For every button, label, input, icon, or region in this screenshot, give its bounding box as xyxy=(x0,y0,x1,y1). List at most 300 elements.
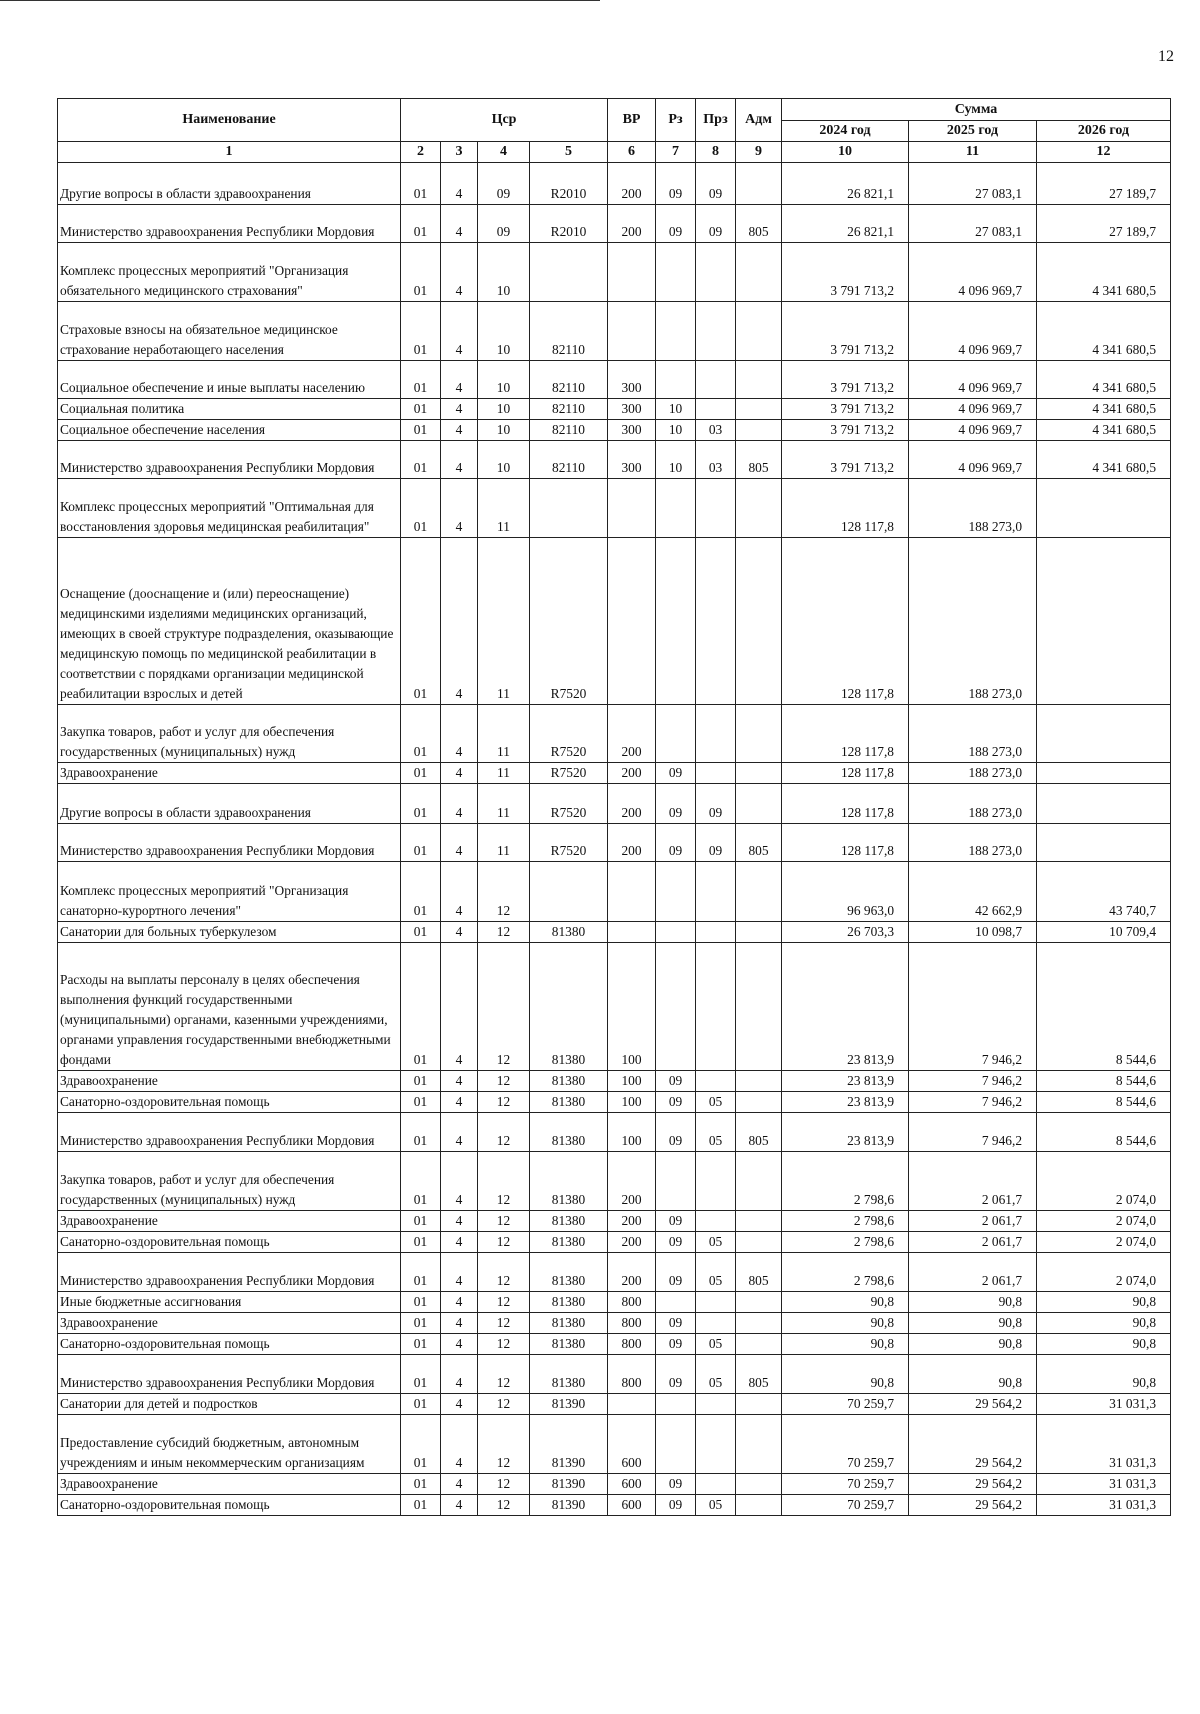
cell-sum-2026 xyxy=(1037,479,1171,538)
cell-csr-2: 01 xyxy=(401,1394,441,1415)
cell-sum-2024: 96 963,0 xyxy=(782,862,909,922)
cell-prz: 05 xyxy=(696,1253,736,1292)
cell-csr-4: 12 xyxy=(478,1415,530,1474)
cell-prz xyxy=(696,1313,736,1334)
cell-adm: 805 xyxy=(736,1113,782,1152)
cell-csr-2: 01 xyxy=(401,1113,441,1152)
table-row xyxy=(58,1292,1171,1313)
table-row xyxy=(58,824,1171,862)
cell-sum-2024: 2 798,6 xyxy=(782,1211,909,1232)
cell-sum-2025: 4 096 969,7 xyxy=(909,243,1037,302)
cell-sum-2024: 90,8 xyxy=(782,1355,909,1394)
table-row xyxy=(58,205,1171,243)
cell-adm xyxy=(736,784,782,824)
cell-csr-5: 81380 xyxy=(530,1313,608,1334)
cell-csr-4: 12 xyxy=(478,1113,530,1152)
cell-rz: 09 xyxy=(656,1253,696,1292)
page-number: 12 xyxy=(1158,48,1174,65)
cell-vr: 800 xyxy=(608,1292,656,1313)
cell-csr-5: R7520 xyxy=(530,784,608,824)
cell-sum-2025: 4 096 969,7 xyxy=(909,399,1037,420)
table-row xyxy=(58,922,1171,943)
cell-sum-2025: 4 096 969,7 xyxy=(909,441,1037,479)
cell-name: Санаторно-оздоровительная помощь xyxy=(58,1232,401,1253)
cell-vr: 600 xyxy=(608,1495,656,1516)
cell-csr-3: 4 xyxy=(441,361,478,399)
cell-name: Министерство здравоохранения Республики Мордовия xyxy=(58,205,401,243)
cell-vr: 200 xyxy=(608,763,656,784)
table-row xyxy=(58,1474,1171,1495)
cell-sum-2024: 23 813,9 xyxy=(782,943,909,1071)
cell-adm xyxy=(736,1211,782,1232)
table-row xyxy=(58,163,1171,205)
cell-name: Предоставление субсидий бюджетным, автономным учреждениям и иным некоммерческим организациям xyxy=(58,1415,401,1474)
cell-csr-4: 09 xyxy=(478,163,530,205)
cell-prz: 09 xyxy=(696,824,736,862)
cell-csr-3: 4 xyxy=(441,862,478,922)
cell-csr-5: 82110 xyxy=(530,302,608,361)
cell-sum-2026: 2 074,0 xyxy=(1037,1253,1171,1292)
table-row xyxy=(58,1232,1171,1253)
cell-name: Здравоохранение xyxy=(58,1071,401,1092)
cell-prz xyxy=(696,1292,736,1313)
cell-sum-2025: 27 083,1 xyxy=(909,163,1037,205)
cell-sum-2024: 2 798,6 xyxy=(782,1152,909,1211)
cell-sum-2025: 7 946,2 xyxy=(909,1092,1037,1113)
cell-csr-4: 11 xyxy=(478,705,530,763)
cell-name: Министерство здравоохранения Республики Мордовия xyxy=(58,1355,401,1394)
cell-sum-2026: 31 031,3 xyxy=(1037,1495,1171,1516)
cell-csr-2: 01 xyxy=(401,862,441,922)
cell-csr-5: 81390 xyxy=(530,1495,608,1516)
cell-csr-2: 01 xyxy=(401,1495,441,1516)
table-row xyxy=(58,1355,1171,1394)
cell-rz: 09 xyxy=(656,1355,696,1394)
cell-vr: 200 xyxy=(608,1253,656,1292)
cell-adm xyxy=(736,705,782,763)
cell-name: Социальное обеспечение населения xyxy=(58,420,401,441)
cell-csr-3: 4 xyxy=(441,1415,478,1474)
cell-csr-4: 12 xyxy=(478,1394,530,1415)
cell-sum-2026: 27 189,7 xyxy=(1037,163,1171,205)
cell-csr-2: 01 xyxy=(401,441,441,479)
table-body xyxy=(58,163,1171,1516)
cell-csr-2: 01 xyxy=(401,243,441,302)
cell-adm xyxy=(736,862,782,922)
cell-sum-2026: 2 074,0 xyxy=(1037,1152,1171,1211)
cell-prz xyxy=(696,479,736,538)
cell-sum-2026: 4 341 680,5 xyxy=(1037,441,1171,479)
cell-sum-2025: 29 564,2 xyxy=(909,1394,1037,1415)
cell-sum-2025: 2 061,7 xyxy=(909,1253,1037,1292)
cell-prz: 05 xyxy=(696,1334,736,1355)
cell-csr-3: 4 xyxy=(441,1292,478,1313)
cell-rz xyxy=(656,1152,696,1211)
cell-csr-2: 01 xyxy=(401,479,441,538)
cell-csr-3: 4 xyxy=(441,1211,478,1232)
cell-csr-5: R2010 xyxy=(530,163,608,205)
header-num-10: 10 xyxy=(782,142,909,163)
cell-sum-2025: 29 564,2 xyxy=(909,1415,1037,1474)
cell-csr-4: 12 xyxy=(478,1232,530,1253)
cell-sum-2026 xyxy=(1037,784,1171,824)
cell-csr-5 xyxy=(530,243,608,302)
cell-csr-3: 4 xyxy=(441,784,478,824)
cell-rz: 09 xyxy=(656,1495,696,1516)
cell-csr-3: 4 xyxy=(441,1313,478,1334)
cell-csr-2: 01 xyxy=(401,705,441,763)
cell-csr-3: 4 xyxy=(441,943,478,1071)
header-sum: Сумма xyxy=(782,99,1171,121)
cell-sum-2025: 2 061,7 xyxy=(909,1152,1037,1211)
cell-sum-2026: 90,8 xyxy=(1037,1355,1171,1394)
table-row xyxy=(58,1071,1171,1092)
cell-prz: 05 xyxy=(696,1092,736,1113)
header-num-1: 1 xyxy=(58,142,401,163)
cell-sum-2024: 128 117,8 xyxy=(782,763,909,784)
header-year-2024: 2024 год xyxy=(782,121,909,142)
cell-sum-2026: 2 074,0 xyxy=(1037,1211,1171,1232)
cell-adm xyxy=(736,1292,782,1313)
cell-name: Санатории для больных туберкулезом xyxy=(58,922,401,943)
cell-rz: 09 xyxy=(656,1092,696,1113)
cell-name: Здравоохранение xyxy=(58,1313,401,1334)
cell-sum-2024: 70 259,7 xyxy=(782,1415,909,1474)
header-num-5: 5 xyxy=(530,142,608,163)
cell-name: Министерство здравоохранения Республики Мордовия xyxy=(58,1113,401,1152)
cell-name: Здравоохранение xyxy=(58,1211,401,1232)
cell-rz: 09 xyxy=(656,1071,696,1092)
cell-csr-5: 81380 xyxy=(530,1071,608,1092)
cell-csr-5: 81390 xyxy=(530,1474,608,1495)
cell-csr-3: 4 xyxy=(441,922,478,943)
cell-csr-4: 12 xyxy=(478,1152,530,1211)
cell-csr-4: 12 xyxy=(478,1253,530,1292)
cell-csr-5: R2010 xyxy=(530,205,608,243)
cell-name: Закупка товаров, работ и услуг для обеспечения государственных (муниципальных) нужд xyxy=(58,1152,401,1211)
cell-csr-2: 01 xyxy=(401,1313,441,1334)
cell-csr-2: 01 xyxy=(401,1474,441,1495)
cell-csr-2: 01 xyxy=(401,1071,441,1092)
cell-rz xyxy=(656,705,696,763)
cell-vr: 200 xyxy=(608,1152,656,1211)
cell-sum-2025: 90,8 xyxy=(909,1292,1037,1313)
table-row xyxy=(58,784,1171,824)
cell-csr-3: 4 xyxy=(441,479,478,538)
cell-csr-5: 81390 xyxy=(530,1394,608,1415)
cell-sum-2026: 4 341 680,5 xyxy=(1037,420,1171,441)
cell-csr-2: 01 xyxy=(401,1292,441,1313)
cell-vr: 100 xyxy=(608,1092,656,1113)
cell-csr-4: 12 xyxy=(478,1211,530,1232)
header-num-7: 7 xyxy=(656,142,696,163)
cell-vr xyxy=(608,302,656,361)
cell-sum-2026: 8 544,6 xyxy=(1037,1092,1171,1113)
table-row xyxy=(58,943,1171,1071)
cell-rz xyxy=(656,479,696,538)
cell-prz xyxy=(696,763,736,784)
cell-prz: 03 xyxy=(696,420,736,441)
cell-adm xyxy=(736,420,782,441)
cell-csr-2: 01 xyxy=(401,302,441,361)
cell-csr-3: 4 xyxy=(441,1092,478,1113)
cell-csr-5: R7520 xyxy=(530,538,608,705)
cell-csr-5: 81380 xyxy=(530,1355,608,1394)
cell-prz: 09 xyxy=(696,784,736,824)
top-scan-line xyxy=(0,0,600,1)
cell-adm xyxy=(736,1334,782,1355)
cell-sum-2025: 7 946,2 xyxy=(909,943,1037,1071)
cell-rz xyxy=(656,302,696,361)
cell-vr: 200 xyxy=(608,1232,656,1253)
header-num-4: 4 xyxy=(478,142,530,163)
cell-sum-2026: 10 709,4 xyxy=(1037,922,1171,943)
cell-csr-4: 12 xyxy=(478,1495,530,1516)
table-row xyxy=(58,1495,1171,1516)
cell-sum-2024: 3 791 713,2 xyxy=(782,243,909,302)
cell-sum-2025: 188 273,0 xyxy=(909,784,1037,824)
cell-csr-2: 01 xyxy=(401,943,441,1071)
cell-csr-5: 81380 xyxy=(530,1152,608,1211)
cell-csr-2: 01 xyxy=(401,420,441,441)
cell-csr-3: 4 xyxy=(441,705,478,763)
cell-sum-2026: 31 031,3 xyxy=(1037,1474,1171,1495)
cell-csr-4: 12 xyxy=(478,1292,530,1313)
cell-csr-4: 12 xyxy=(478,1071,530,1092)
cell-adm: 805 xyxy=(736,824,782,862)
cell-sum-2026: 8 544,6 xyxy=(1037,1113,1171,1152)
cell-vr xyxy=(608,862,656,922)
header-num-2: 2 xyxy=(401,142,441,163)
cell-sum-2026: 90,8 xyxy=(1037,1334,1171,1355)
cell-rz xyxy=(656,1292,696,1313)
cell-csr-3: 4 xyxy=(441,1232,478,1253)
cell-csr-3: 4 xyxy=(441,205,478,243)
cell-csr-5: R7520 xyxy=(530,824,608,862)
cell-csr-5: 81380 xyxy=(530,1113,608,1152)
cell-prz: 05 xyxy=(696,1232,736,1253)
table-row xyxy=(58,399,1171,420)
cell-sum-2024: 128 117,8 xyxy=(782,538,909,705)
table-row xyxy=(58,538,1171,705)
cell-name: Комплекс процессных мероприятий "Организация обязательного медицинского страхования" xyxy=(58,243,401,302)
cell-sum-2026: 90,8 xyxy=(1037,1313,1171,1334)
cell-sum-2024: 90,8 xyxy=(782,1334,909,1355)
cell-sum-2025: 188 273,0 xyxy=(909,824,1037,862)
cell-vr: 200 xyxy=(608,824,656,862)
cell-adm xyxy=(736,1394,782,1415)
table-row xyxy=(58,1394,1171,1415)
cell-csr-4: 12 xyxy=(478,1334,530,1355)
cell-sum-2025: 4 096 969,7 xyxy=(909,420,1037,441)
cell-prz: 09 xyxy=(696,163,736,205)
cell-sum-2026: 90,8 xyxy=(1037,1292,1171,1313)
cell-sum-2024: 26 821,1 xyxy=(782,205,909,243)
cell-name: Министерство здравоохранения Республики Мордовия xyxy=(58,441,401,479)
cell-name: Закупка товаров, работ и услуг для обеспечения государственных (муниципальных) нужд xyxy=(58,705,401,763)
table-row xyxy=(58,243,1171,302)
cell-name: Здравоохранение xyxy=(58,763,401,784)
cell-name: Расходы на выплаты персоналу в целях обеспечения выполнения функций государственными (муниципальными) органами, казенными учреждениями, органами управления государственными внебюджетными фондами xyxy=(58,943,401,1071)
cell-name: Страховые взносы на обязательное медицинское страхование неработающего населения xyxy=(58,302,401,361)
cell-csr-3: 4 xyxy=(441,163,478,205)
cell-csr-4: 12 xyxy=(478,862,530,922)
cell-csr-5: 81380 xyxy=(530,1211,608,1232)
cell-vr: 200 xyxy=(608,163,656,205)
cell-csr-2: 01 xyxy=(401,399,441,420)
cell-adm xyxy=(736,763,782,784)
cell-sum-2024: 128 117,8 xyxy=(782,784,909,824)
cell-csr-4: 12 xyxy=(478,1355,530,1394)
cell-sum-2024: 90,8 xyxy=(782,1292,909,1313)
cell-name: Комплекс процессных мероприятий "Организация санаторно-курортного лечения" xyxy=(58,862,401,922)
cell-csr-3: 4 xyxy=(441,1495,478,1516)
cell-csr-4: 11 xyxy=(478,538,530,705)
cell-sum-2026: 4 341 680,5 xyxy=(1037,302,1171,361)
cell-rz xyxy=(656,361,696,399)
cell-rz xyxy=(656,922,696,943)
cell-vr: 100 xyxy=(608,1113,656,1152)
cell-sum-2026 xyxy=(1037,538,1171,705)
cell-vr xyxy=(608,243,656,302)
cell-csr-3: 4 xyxy=(441,302,478,361)
cell-adm xyxy=(736,479,782,538)
cell-prz xyxy=(696,302,736,361)
cell-rz: 09 xyxy=(656,1211,696,1232)
cell-adm xyxy=(736,1313,782,1334)
header-prz: Прз xyxy=(696,99,736,142)
cell-prz xyxy=(696,1071,736,1092)
cell-adm xyxy=(736,922,782,943)
table-row xyxy=(58,420,1171,441)
cell-sum-2025: 2 061,7 xyxy=(909,1232,1037,1253)
cell-name: Иные бюджетные ассигнования xyxy=(58,1292,401,1313)
table-row xyxy=(58,1152,1171,1211)
cell-sum-2025: 42 662,9 xyxy=(909,862,1037,922)
cell-sum-2026 xyxy=(1037,763,1171,784)
cell-csr-2: 01 xyxy=(401,1232,441,1253)
cell-adm xyxy=(736,1495,782,1516)
cell-csr-3: 4 xyxy=(441,1253,478,1292)
cell-rz: 09 xyxy=(656,784,696,824)
cell-sum-2024: 70 259,7 xyxy=(782,1394,909,1415)
cell-sum-2026: 31 031,3 xyxy=(1037,1394,1171,1415)
cell-csr-2: 01 xyxy=(401,1092,441,1113)
cell-csr-5: 81380 xyxy=(530,1292,608,1313)
cell-csr-5: 81380 xyxy=(530,1253,608,1292)
cell-csr-5: 82110 xyxy=(530,361,608,399)
cell-rz xyxy=(656,943,696,1071)
cell-prz xyxy=(696,1474,736,1495)
cell-prz: 05 xyxy=(696,1355,736,1394)
cell-vr: 100 xyxy=(608,1071,656,1092)
cell-csr-3: 4 xyxy=(441,1355,478,1394)
table-row xyxy=(58,302,1171,361)
header-num-12: 12 xyxy=(1037,142,1171,163)
cell-csr-2: 01 xyxy=(401,1355,441,1394)
table-row xyxy=(58,1113,1171,1152)
cell-name: Другие вопросы в области здравоохранения xyxy=(58,163,401,205)
cell-name: Министерство здравоохранения Республики Мордовия xyxy=(58,1253,401,1292)
header-num-3: 3 xyxy=(441,142,478,163)
table-row xyxy=(58,1334,1171,1355)
cell-sum-2026: 2 074,0 xyxy=(1037,1232,1171,1253)
budget-table xyxy=(57,98,1171,1516)
cell-sum-2024: 26 821,1 xyxy=(782,163,909,205)
table-row xyxy=(58,862,1171,922)
cell-csr-3: 4 xyxy=(441,420,478,441)
cell-prz xyxy=(696,538,736,705)
cell-csr-4: 12 xyxy=(478,1313,530,1334)
table-row xyxy=(58,1313,1171,1334)
table-row xyxy=(58,1211,1171,1232)
cell-vr: 800 xyxy=(608,1355,656,1394)
cell-csr-5: 82110 xyxy=(530,420,608,441)
cell-adm xyxy=(736,361,782,399)
cell-sum-2024: 128 117,8 xyxy=(782,479,909,538)
cell-vr: 300 xyxy=(608,399,656,420)
cell-csr-4: 12 xyxy=(478,1474,530,1495)
cell-adm xyxy=(736,243,782,302)
cell-csr-3: 4 xyxy=(441,1334,478,1355)
cell-name: Здравоохранение xyxy=(58,1474,401,1495)
cell-sum-2025: 90,8 xyxy=(909,1313,1037,1334)
cell-sum-2025: 27 083,1 xyxy=(909,205,1037,243)
cell-csr-2: 01 xyxy=(401,538,441,705)
header-num-8: 8 xyxy=(696,142,736,163)
header-adm: Адм xyxy=(736,99,782,142)
cell-rz xyxy=(656,1394,696,1415)
cell-sum-2024: 128 117,8 xyxy=(782,705,909,763)
cell-csr-4: 11 xyxy=(478,479,530,538)
cell-rz: 10 xyxy=(656,399,696,420)
cell-adm: 805 xyxy=(736,1253,782,1292)
cell-sum-2024: 3 791 713,2 xyxy=(782,361,909,399)
cell-prz xyxy=(696,361,736,399)
cell-csr-3: 4 xyxy=(441,824,478,862)
cell-rz: 09 xyxy=(656,1474,696,1495)
cell-rz: 09 xyxy=(656,205,696,243)
cell-sum-2026 xyxy=(1037,824,1171,862)
cell-prz: 05 xyxy=(696,1495,736,1516)
cell-csr-4: 10 xyxy=(478,399,530,420)
cell-csr-2: 01 xyxy=(401,824,441,862)
cell-csr-2: 01 xyxy=(401,163,441,205)
cell-csr-4: 09 xyxy=(478,205,530,243)
cell-csr-5 xyxy=(530,479,608,538)
cell-vr xyxy=(608,1394,656,1415)
cell-sum-2025: 188 273,0 xyxy=(909,538,1037,705)
cell-csr-5 xyxy=(530,862,608,922)
cell-csr-3: 4 xyxy=(441,243,478,302)
cell-sum-2026: 27 189,7 xyxy=(1037,205,1171,243)
cell-name: Санатории для детей и подростков xyxy=(58,1394,401,1415)
cell-sum-2025: 29 564,2 xyxy=(909,1474,1037,1495)
cell-adm xyxy=(736,302,782,361)
cell-name: Другие вопросы в области здравоохранения xyxy=(58,784,401,824)
cell-sum-2024: 90,8 xyxy=(782,1313,909,1334)
cell-prz xyxy=(696,399,736,420)
cell-csr-3: 4 xyxy=(441,441,478,479)
cell-csr-2: 01 xyxy=(401,205,441,243)
cell-vr: 300 xyxy=(608,361,656,399)
cell-rz xyxy=(656,243,696,302)
cell-csr-2: 01 xyxy=(401,1253,441,1292)
cell-name: Министерство здравоохранения Республики Мордовия xyxy=(58,824,401,862)
cell-csr-5: 81390 xyxy=(530,1415,608,1474)
cell-vr xyxy=(608,538,656,705)
cell-prz: 05 xyxy=(696,1113,736,1152)
